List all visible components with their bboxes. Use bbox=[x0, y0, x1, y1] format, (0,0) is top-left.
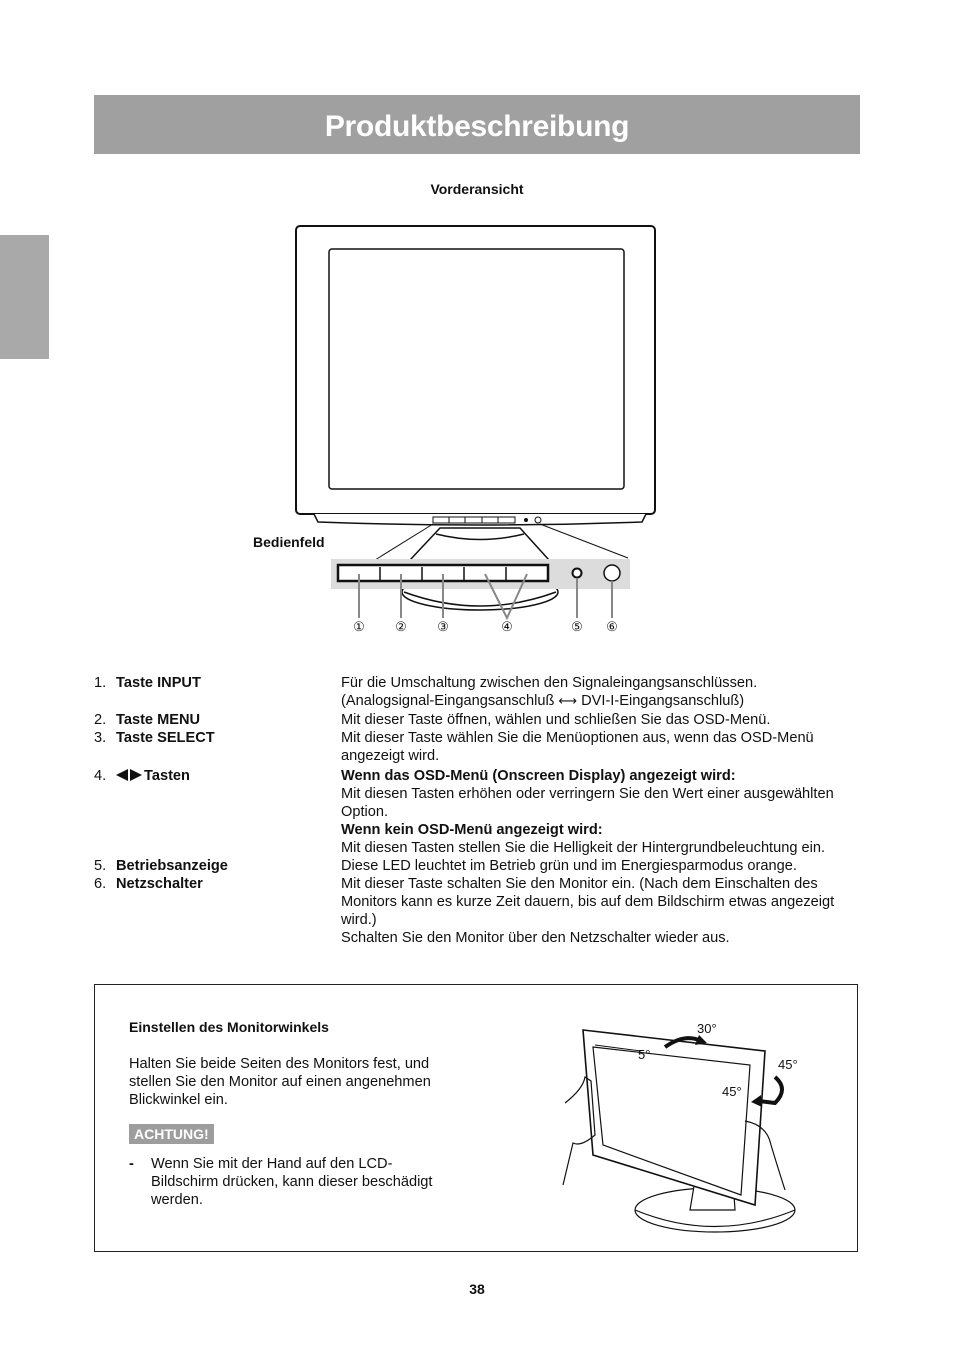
control-panel-label: Bedienfeld bbox=[253, 534, 325, 550]
warning-bullet: - Wenn Sie mit der Hand auf den LCD-Bildschirm drücken, kann dieser beschädigt werden. bbox=[129, 1156, 433, 1208]
front-view-label: Vorderansicht bbox=[430, 181, 524, 197]
bezel-button-strip bbox=[433, 517, 515, 523]
angle-label-45-right: 45° bbox=[778, 1057, 798, 1072]
callout-2: ② bbox=[395, 619, 407, 634]
callout-4: ④ bbox=[501, 619, 513, 634]
power-led-indicator bbox=[573, 569, 582, 578]
list-item-led: 5. Betriebsanzeige Diese LED leuchtet im Betrieb grün und im Energiesparmodus orange. bbox=[94, 858, 797, 874]
control-description-list bbox=[94, 674, 864, 947]
callout-3: ③ bbox=[437, 619, 449, 634]
page-number: 38 bbox=[469, 1281, 485, 1297]
triangle-left-icon bbox=[116, 769, 128, 781]
angle-label-45-left: 45° bbox=[722, 1084, 742, 1099]
angle-box-text: Halten Sie beide Seiten des Monitors fest, und stellen Sie den Monitor auf einen angenehmen Blickwinkel ein. bbox=[129, 1056, 431, 1108]
monitor-stand-neck bbox=[410, 528, 549, 560]
monitor-angle-box bbox=[94, 984, 858, 1252]
monitor-tilt-illustration bbox=[95, 985, 859, 1253]
list-item-power: 6. Netzschalter Mit dieser Taste schalten Sie den Monitor ein. (Nach dem Einschalten des Monitors kann es kurze Zeit dauern, bis auf dem Bildschirm etwas angezeigt wird.) Schalten Sie den Monitor über den Netzschalter wieder aus. bbox=[94, 876, 835, 946]
triangle-right-icon bbox=[130, 769, 142, 781]
list-item-input: 1. Taste INPUT Für die Umschaltung zwischen den Signaleingangsanschlüssen. (Analogsignal-Eingangsanschluß ⟷ DVI-I-Eingangsanschluß) bbox=[94, 675, 758, 709]
monitor-screen bbox=[329, 249, 624, 489]
bezel-led bbox=[524, 518, 528, 522]
angle-label-5: 5° bbox=[638, 1047, 651, 1062]
double-arrow-icon: ⟷ bbox=[558, 694, 578, 709]
callout-5: ⑤ bbox=[571, 619, 583, 634]
list-item-arrows: 4. Tasten Wenn das OSD-Menü (Onscreen Display) angezeigt wird: Mit diesen Tasten erhöhen oder verringern Sie den Wert einer ausgewählten Option. Wenn kein OSD-Menü angezeigt wird: Mit diesen Tasten stellen Sie die Helligkeit der Hintergrundbeleuchtung ein. bbox=[94, 768, 834, 856]
monitor-front-illustration bbox=[0, 0, 954, 660]
angle-box-title: Einstellen des Monitorwinkels bbox=[129, 1019, 329, 1035]
list-item-menu: 2. Taste MENU Mit dieser Taste öffnen, wählen und schließen Sie das OSD-Menü. bbox=[94, 712, 771, 728]
list-item-select: 3. Taste SELECT Mit dieser Taste wählen Sie die Menüoptionen aus, wenn das OSD-Menü angezeigt wird. bbox=[94, 730, 814, 764]
bezel-power bbox=[535, 517, 541, 523]
callout-6: ⑥ bbox=[606, 619, 618, 634]
power-switch bbox=[604, 565, 620, 581]
warning-badge: ACHTUNG! bbox=[129, 1124, 214, 1144]
angle-label-30: 30° bbox=[697, 1021, 717, 1036]
callout-1: ① bbox=[353, 619, 365, 634]
page-title: Produktbeschreibung bbox=[94, 95, 860, 154]
